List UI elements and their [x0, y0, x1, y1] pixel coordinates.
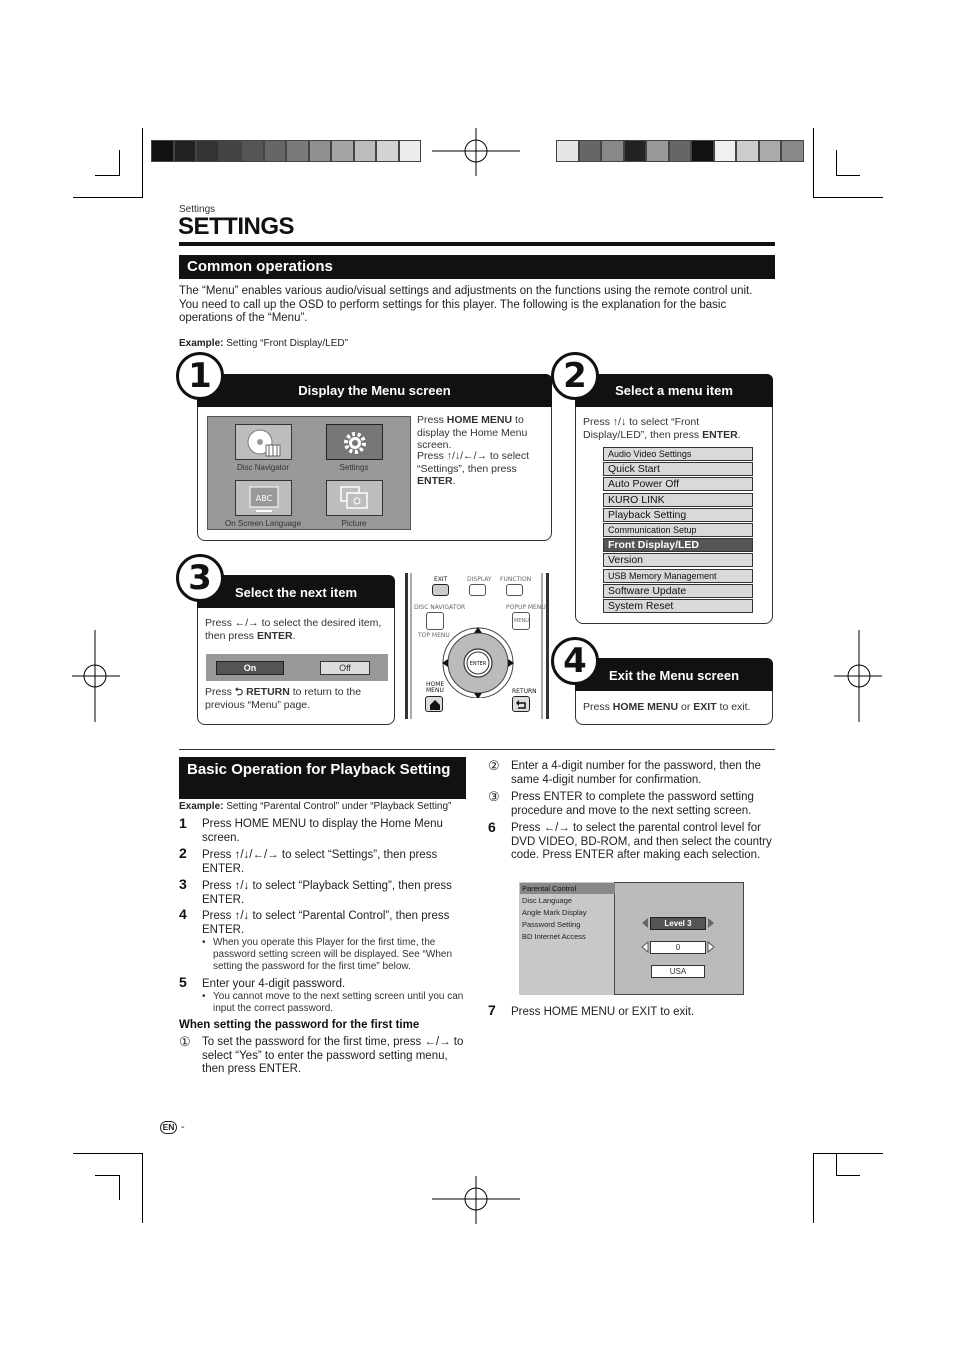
text: or — [678, 701, 694, 713]
step4-title: Exit the Menu screen — [575, 658, 773, 691]
color-swatch — [286, 140, 309, 162]
parental-menu-item[interactable]: Parental Control — [520, 883, 615, 894]
step3-number: 3 — [176, 554, 224, 602]
color-swatch — [241, 140, 264, 162]
registration-target — [430, 128, 522, 176]
remote-label-function: FUNCTION — [500, 576, 532, 583]
remote-label-popup-menu: POPUP MENU — [506, 604, 546, 611]
parental-menu-item[interactable]: Password Setting — [522, 920, 581, 929]
basic-step-1: Press HOME MENU to display the Home Menu screen. — [202, 818, 443, 844]
basic-step-5-note: You cannot move to the next setting screen until you can input the correct password. — [213, 991, 464, 1014]
section-divider — [179, 749, 775, 750]
exit-button[interactable] — [432, 584, 449, 596]
basic-step-6: Press ←/→ to select the parental control level for DVD VIDEO, BD-ROM, and then select the country code. Press ENTER after making each selection. — [511, 822, 772, 861]
text: Press ↑/↓/←/→ to select “Settings”, then press — [417, 450, 530, 475]
color-swatch — [151, 140, 174, 162]
step2-title: Select a menu item — [575, 374, 773, 407]
settings-menu-item[interactable]: Communication Setup — [603, 523, 753, 537]
color-swatch — [669, 140, 692, 162]
registration-target — [430, 1176, 522, 1224]
crop-mark — [836, 1153, 837, 1175]
color-swatch — [759, 140, 782, 162]
key-enter: ENTER — [256, 629, 293, 642]
text: to exit. — [716, 701, 751, 713]
return-button[interactable] — [512, 696, 530, 712]
basic-step-4: Press ↑/↓ to select “Parental Control”, then press ENTER. — [202, 910, 450, 936]
text: . — [452, 475, 456, 487]
disc-navigator-tile[interactable] — [235, 424, 292, 460]
parental-menu-item[interactable]: Angle Mark Display — [522, 908, 587, 917]
step-number: 1 — [179, 815, 187, 831]
intro-paragraph: The “Menu” enables various audio/visual settings and adjustments on the functions using the remote control unit. You need to call up the OSD to perform settings for this player. The following is the explanation for the basic operations of the “Menu”. — [179, 285, 753, 324]
basic-step-4-note: When you operate this Player for the first time, the password setting screen will be displayed. See “When setting the password for the first time” below. — [213, 937, 453, 972]
home-menu-button[interactable] — [425, 696, 443, 712]
step1-instruction-a — [417, 414, 545, 452]
text: to return to the previous “Menu” page. — [205, 686, 362, 711]
key-home-menu: HOME MENU — [612, 701, 679, 713]
text: . — [292, 629, 296, 642]
on-screen-language-tile[interactable] — [235, 480, 292, 516]
step4-instruction — [583, 701, 768, 714]
key-return: ⮌ RETURN — [234, 686, 290, 698]
settings-menu-item[interactable]: Audio Video Settings — [603, 447, 753, 461]
color-swatch — [219, 140, 242, 162]
crop-mark — [813, 1153, 883, 1154]
step-number: 6 — [488, 819, 496, 835]
option-on[interactable]: On — [216, 661, 284, 675]
color-swatch — [196, 140, 219, 162]
bullet-dot: • — [202, 991, 206, 1002]
settings-menu-item[interactable]: Front Display/LED — [603, 538, 753, 552]
parental-menu-item[interactable]: Disc Language — [522, 896, 573, 905]
tile-label: Settings — [339, 463, 369, 472]
remote-label-exit: EXIT — [434, 576, 448, 583]
key-enter: ENTER — [417, 475, 453, 487]
example-label: Example: — [179, 338, 224, 349]
tile-label: Disc Navigator — [236, 463, 289, 472]
settings-menu-item[interactable]: Auto Power Off — [603, 477, 753, 491]
basic-step-5: Enter your 4-digit password. — [202, 978, 346, 990]
step4-number: 4 — [551, 637, 599, 685]
example-line — [179, 338, 348, 349]
color-swatch — [174, 140, 197, 162]
crop-mark — [836, 1175, 860, 1176]
section-heading-basic: Basic Operation for Playback Setting — [179, 757, 466, 799]
settings-menu-item[interactable]: KURO LINK — [603, 493, 753, 507]
step3-title: Select the next item — [197, 575, 395, 608]
abc-screen-icon — [236, 481, 293, 517]
crop-mark — [813, 1153, 814, 1223]
text: Press — [205, 686, 235, 698]
crop-mark — [142, 128, 143, 198]
crop-mark — [813, 197, 883, 198]
settings-menu-item[interactable]: Version — [603, 553, 753, 567]
color-swatch — [331, 140, 354, 162]
crop-mark — [142, 1153, 143, 1223]
settings-menu-item[interactable]: Software Update — [603, 584, 753, 598]
color-swatch — [309, 140, 332, 162]
color-swatch — [376, 140, 399, 162]
crop-mark — [119, 1175, 120, 1200]
language-badge: EN — [160, 1121, 177, 1134]
parental-level-selector[interactable]: Level 3 — [650, 917, 706, 930]
crop-mark — [836, 175, 860, 176]
step-number: 7 — [488, 1002, 496, 1018]
step-number: 4 — [179, 906, 187, 922]
disc-icon — [236, 425, 293, 461]
color-swatch — [399, 140, 422, 162]
key-home-menu: HOME MENU — [446, 414, 513, 426]
example-text: Setting “Parental Control” under “Playback Setting” — [226, 801, 452, 812]
substep-2: Enter a 4-digit number for the password, then the same 4-digit number for confirmation. — [511, 760, 761, 786]
dpad[interactable] — [440, 618, 520, 698]
display-button[interactable] — [469, 584, 486, 596]
function-button[interactable] — [506, 584, 523, 596]
page-number-dash: - — [181, 1121, 185, 1133]
picture-tile[interactable] — [326, 480, 383, 516]
remote-label-display: DISPLAY — [467, 576, 492, 583]
crop-mark — [95, 175, 120, 176]
example-text: Setting “Front Display/LED” — [226, 338, 348, 349]
settings-menu-item[interactable]: Quick Start — [603, 462, 753, 476]
page-title: SETTINGS — [178, 213, 295, 240]
crop-mark — [813, 128, 814, 198]
first-time-heading: When setting the password for the first time — [179, 1019, 420, 1031]
text: Press ↑/↓ to select “Front Display/LED”, then press — [583, 416, 703, 441]
title-rule — [179, 242, 775, 246]
substep-3: Press ENTER to complete the password setting procedure and move to the next setting screen. — [511, 791, 754, 817]
substep-number: ② — [488, 758, 500, 773]
step3-return-note — [205, 686, 387, 711]
picture-icon — [327, 481, 384, 517]
remote-label-top-menu: TOP MENU — [418, 632, 450, 639]
color-swatch — [556, 140, 579, 162]
home-icon — [426, 697, 444, 713]
parental-menu-item[interactable]: BD Internet Access — [522, 932, 586, 941]
basic-example-line — [179, 801, 451, 812]
tile-label: On Screen Language — [224, 519, 302, 528]
color-swatch — [646, 140, 669, 162]
text: to display the Home Menu screen. — [417, 414, 528, 451]
remote-label-disc-navigator: DISC NAVIGATOR — [414, 604, 466, 611]
country-code-field[interactable]: USA — [651, 965, 705, 978]
crop-mark — [119, 150, 120, 175]
settings-menu-item[interactable]: System Reset — [603, 599, 753, 613]
step2-instruction — [583, 416, 763, 441]
color-swatch — [579, 140, 602, 162]
step-number: 5 — [179, 974, 187, 990]
step1-instruction-b — [417, 450, 545, 488]
color-swatch — [624, 140, 647, 162]
basic-step-3: Press ↑/↓ to select “Playback Setting”, then press ENTER. — [202, 880, 452, 906]
settings-menu-item[interactable]: USB Memory Management — [603, 569, 753, 583]
option-off[interactable]: Off — [320, 661, 370, 675]
step1-title: Display the Menu screen — [197, 374, 552, 407]
step-number: 3 — [179, 876, 187, 892]
example-label: Example: — [179, 801, 224, 812]
remote-label-home-menu: HOME MENU — [426, 681, 445, 694]
substep-number: ① — [179, 1034, 191, 1049]
settings-tile[interactable] — [326, 424, 383, 460]
remote-edge — [410, 573, 412, 719]
bullet-dot: • — [202, 937, 206, 948]
gear-icon — [327, 425, 384, 461]
text: Press ←/→ to select the desired item, then press — [205, 617, 382, 642]
color-swatch — [264, 140, 287, 162]
crop-mark — [73, 197, 143, 198]
substep-number: ③ — [488, 789, 500, 804]
basic-step-7: Press HOME MENU or EXIT to exit. — [511, 1006, 695, 1018]
registration-target — [834, 630, 882, 722]
color-swatch — [736, 140, 759, 162]
step3-instruction — [205, 617, 387, 642]
color-swatch — [691, 140, 714, 162]
text: Press — [417, 414, 447, 426]
registration-target — [72, 630, 120, 722]
enter-key-label: ENTER — [469, 661, 487, 667]
section-heading-common: Common operations — [179, 255, 775, 279]
return-icon — [513, 697, 531, 713]
key-exit: EXIT — [693, 701, 717, 713]
step1-number: 1 — [176, 352, 224, 400]
crop-mark — [73, 1153, 143, 1154]
remote-edge — [541, 573, 543, 719]
step-number: 2 — [179, 845, 187, 861]
remote-label-menu: MENU — [514, 618, 529, 624]
step2-number: 2 — [551, 352, 599, 400]
basic-step-2: Press ↑/↓/←/→ to select “Settings”, then press ENTER. — [202, 849, 438, 875]
color-swatch — [354, 140, 377, 162]
key-enter: ENTER — [702, 428, 738, 441]
settings-menu-item[interactable]: Playback Setting — [603, 508, 753, 522]
abc-glyph: ABC — [255, 494, 273, 503]
crop-mark — [836, 150, 837, 175]
text: Press — [583, 701, 613, 713]
color-swatch — [601, 140, 624, 162]
crop-mark — [95, 1175, 120, 1176]
tile-label: Picture — [341, 519, 367, 528]
color-swatch — [714, 140, 737, 162]
breadcrumb: Settings — [179, 204, 216, 215]
color-swatch — [781, 140, 804, 162]
parental-code-field[interactable]: 0 — [650, 941, 706, 954]
remote-label-return: RETURN — [512, 688, 537, 695]
substep-1: To set the password for the first time, press ←/→ to select “Yes” to enter the password setting menu, then press ENTER. — [202, 1036, 464, 1075]
text: . — [737, 428, 741, 441]
